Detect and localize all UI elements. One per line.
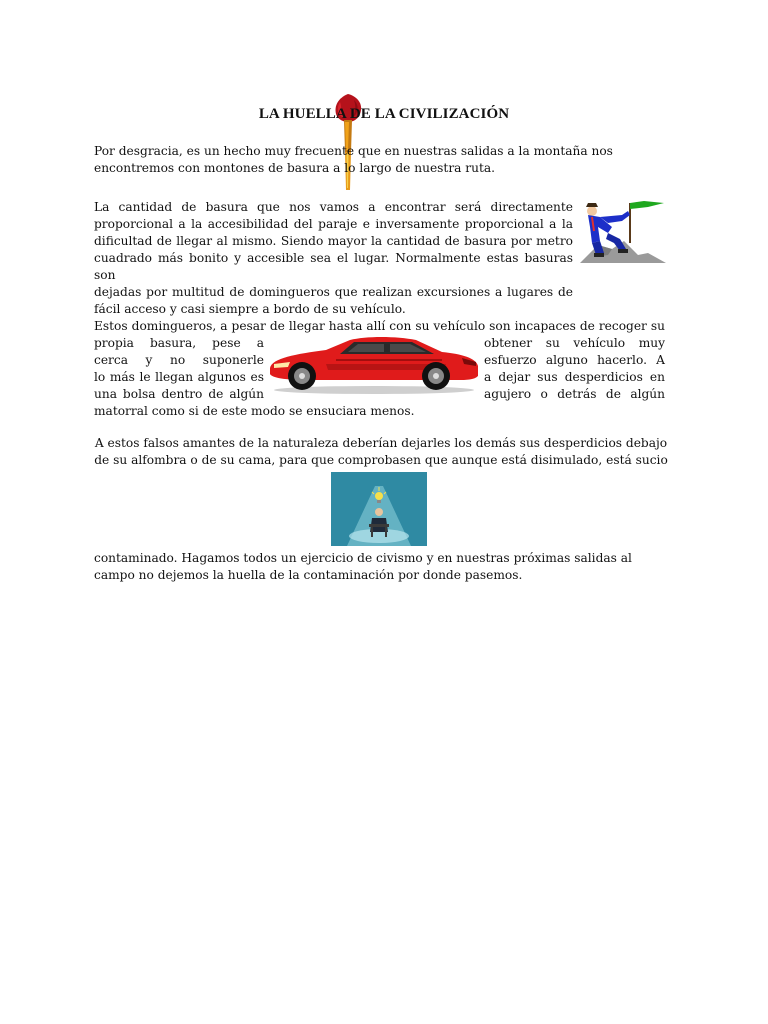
paragraph-line: fácil acceso y casi siempre a bordo de su vehículo. (94, 302, 406, 316)
paragraph-line: contaminado. Hagamos todos un ejercicio de civismo y en nuestras próximas salidas al (94, 551, 632, 565)
paragraph-line: Estos domingueros, a pesar de llegar hasta allí con su vehículo son incapaces de recoger su (94, 319, 665, 333)
paragraph-line: La cantidad de basura que nos vamos a encontrar será directamente (94, 200, 573, 214)
page-title: LA HUELLA DE LA CIVILIZACIÓN (258, 106, 510, 122)
paragraph-line: obtener su vehículo muy (484, 336, 665, 350)
red-sports-car-icon (266, 334, 482, 396)
climber-with-flag-icon (578, 197, 670, 267)
paragraph-line: matorral como si de este modo se ensuciara menos. (94, 404, 415, 418)
paragraph-line: cerca y no suponerle (94, 353, 264, 367)
paragraph-conclusion (94, 550, 654, 584)
paragraph-domingueros-left (94, 335, 264, 403)
paragraph-line: una bolsa dentro de algún (94, 387, 264, 401)
paragraph-line: lo más le llegan algunos es (94, 370, 264, 384)
paragraph-line: dejadas por multitud de domingueros que realizan excursiones a lugares de (94, 285, 573, 299)
person-under-spotlight-icon (331, 472, 427, 546)
paragraph-domingueros-end (94, 403, 494, 420)
paragraph-line: campo no dejemos la huella de la contaminación por donde pasemos. (94, 568, 523, 582)
paragraph-domingueros-right (484, 335, 665, 403)
paragraph-line: dificultad de llegar al mismo. Siendo mayor la cantidad de basura por metro (94, 234, 573, 248)
paragraph-line: encontremos con montones de basura a lo largo de nuestra ruta. (94, 161, 495, 175)
paragraph-line: Por desgracia, es un hecho muy frecuente que en nuestras salidas a la montaña nos (94, 144, 613, 158)
paragraph-line: cuadrado más bonito y accesible sea el lugar. Normalmente estas basuras son (94, 251, 573, 282)
paragraph-line: agujero o detrás de algún (484, 387, 665, 401)
paragraph-line: esfuerzo alguno hacerlo. A (484, 353, 665, 367)
paragraph-line: propia basura, pese a (94, 336, 264, 350)
paragraph-line: proporcional a la accesibilidad del paraje e inversamente proporcional a la (94, 217, 573, 231)
paragraph-intro (94, 143, 614, 177)
paragraph-alfombra (94, 435, 668, 469)
paragraph-line: A estos falsos amantes de la naturaleza deberían dejarles los demás sus desperdicios debajo (94, 436, 668, 450)
paragraph-quantity (94, 199, 573, 318)
paragraph-domingueros (94, 318, 665, 335)
paragraph-line: a dejar sus desperdicios en (484, 370, 665, 384)
paragraph-line: de su alfombra o de su cama, para que comprobasen que aunque está disimulado, está sucio (94, 453, 668, 467)
